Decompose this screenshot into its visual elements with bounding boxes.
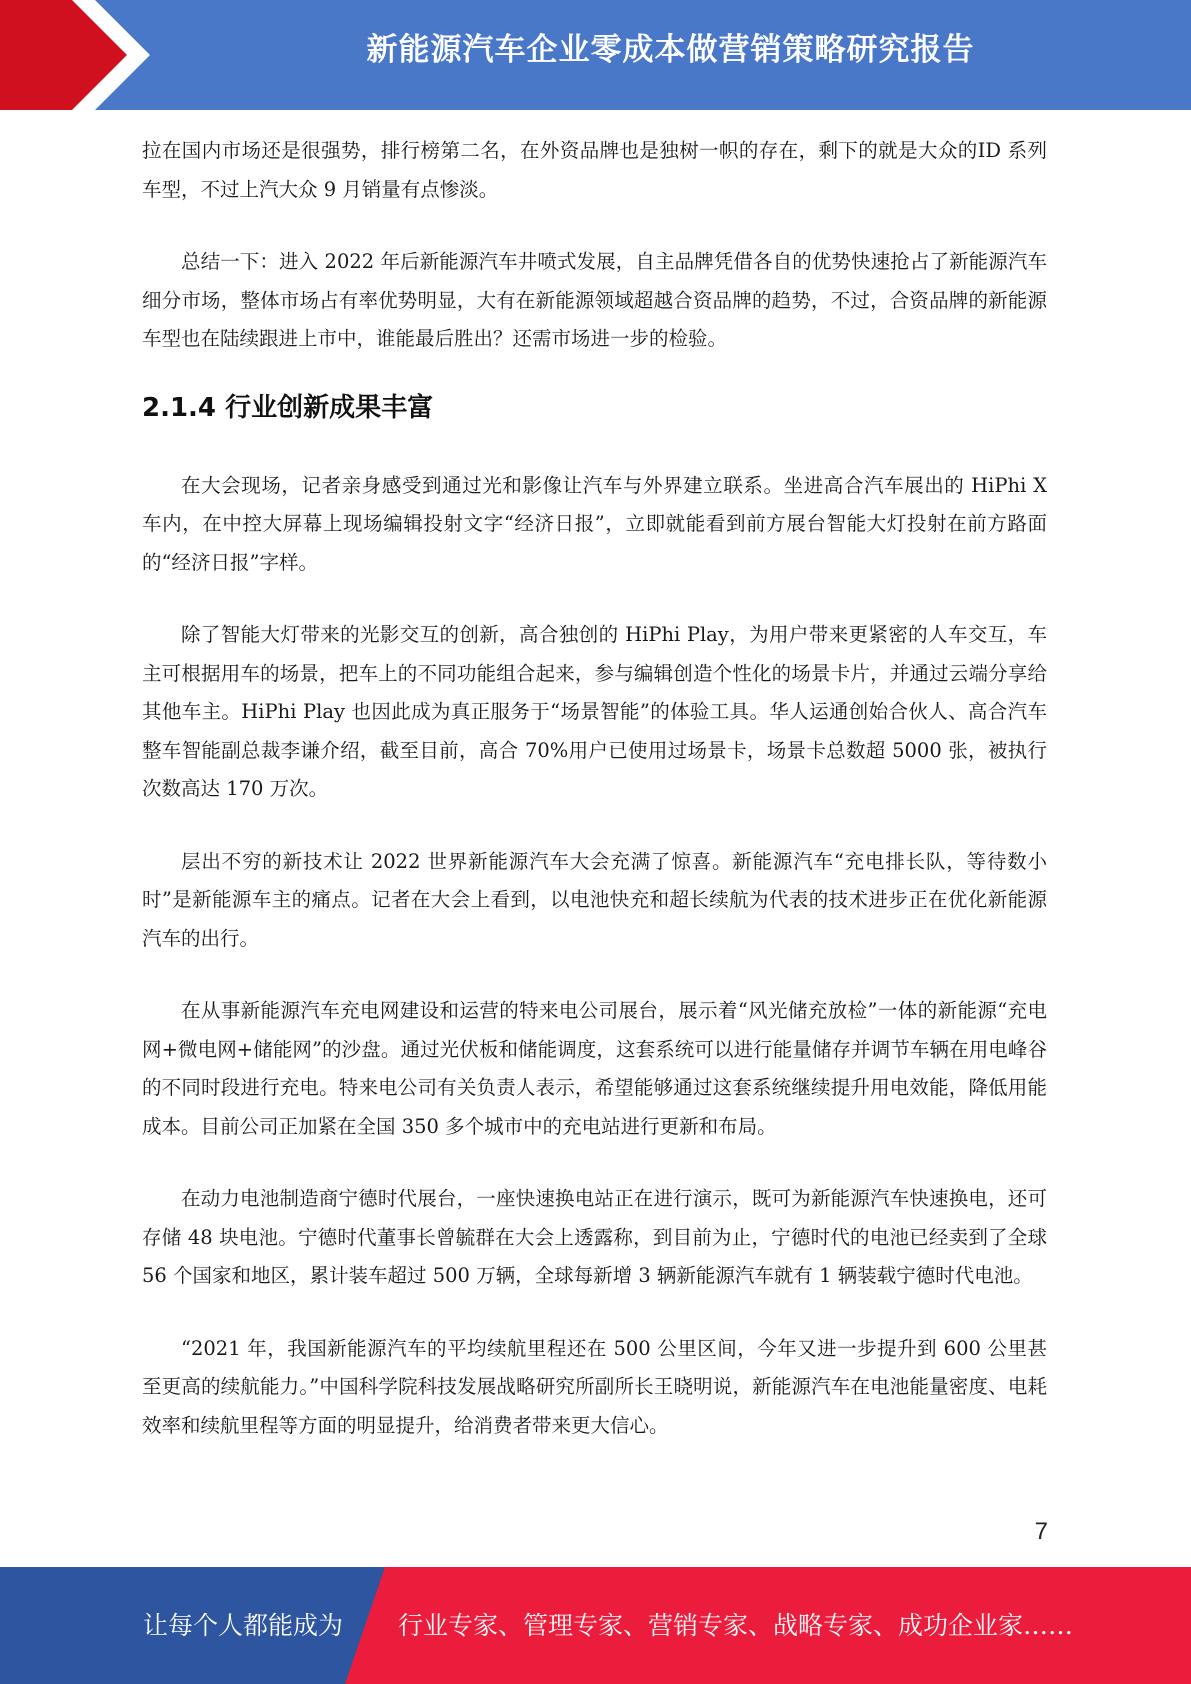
paragraph-spacer <box>142 958 1047 992</box>
document-title: 新能源汽车企业零成本做营销策略研究报告 <box>366 32 975 68</box>
paragraph-spacer <box>142 809 1047 843</box>
page-header <box>0 0 1191 110</box>
footer-slogan-right: 行业专家、管理专家、营销专家、战略专家、成功企业家…… <box>398 1611 1074 1640</box>
paragraph-catl: 在动力电池制造商宁德时代展台，一座快速换电站正在进行演示，既可为新能源汽车快速换电，还可存储 48 块电池。宁德时代董事长曾毓群在大会上透露称，到目前为止，宁德时代的电池已经卖到了全球 56 个国家和地区，累计装车超过 500 万辆，全球每新增 3 辆新能源汽车就有 1 辆装载宁德时代电池。 <box>142 1187 1047 1287</box>
page-footer <box>0 1567 1191 1684</box>
section-heading: 2.1.4 行业创新成果丰富 <box>142 392 434 423</box>
paragraph-range-quote: “2021 年，我国新能源汽车的平均续航里程还在 500 公里区间，今年又进一步提升到 600 公里甚至更高的续航能力。”中国科学院科技发展战略研究所副所长王晓明说，新能源汽车在电池能量密度、电耗效率和续航里程等方面的明显提升，给消费者带来更大信心。 <box>142 1336 1047 1437</box>
paragraph-spacer <box>142 1296 1047 1330</box>
paragraph-intro: 拉在国内市场还是很强势，排行榜第二名，在外资品牌也是独树一帜的存在，剩下的就是大众的ID 系列车型，不过上汽大众 9 月销量有点惨淡。 <box>142 139 1047 201</box>
paragraph-teld: 在从事新能源汽车充电网建设和运营的特来电公司展台，展示着“风光储充放检”一体的新能源“充电网+微电网+储能网”的沙盘。通过光伏板和储能调度，这套系统可以进行能量储存并调节车辆在用电峰谷的不同时段进行充电。特来电公司有关负责人表示，希望能够通过这套系统继续提升用电效能，降低用能成本。目前公司正加紧在全国 350 多个城市中的充电站进行更新和布局。 <box>142 999 1047 1138</box>
paragraph-summary: 总结一下：进入 2022 年后新能源汽车井喷式发展，自主品牌凭借各自的优势快速抢占了新能源汽车细分市场，整体市场占有率优势明显，大有在新能源领域超越合资品牌的趋势，不过，合资品牌的新能源车型也在陆续跟进上市中，谁能最后胜出？还需市场进一步的检验。 <box>142 250 1047 350</box>
paragraph-hiphi-play: 除了智能大灯带来的光影交互的创新，高合独创的 HiPhi Play，为用户带来更紧密的人车交互，车主可根据用车的场景，把车上的不同功能组合起来，参与编辑创造个性化的场景卡片，并通过云端分享给其他车主。HiPhi Play 也因此成为真正服务于“场景智能”的体验工具。华人运通创始合伙人、高合汽车整车智能副总裁李谦介绍，截至目前，高合 70%用户已使用过场景卡，场景卡总数超 5000 张，被执行次数高达 170 万次。 <box>142 623 1047 800</box>
paragraph-spacer <box>142 582 1047 616</box>
page-number: 7 <box>1034 1518 1048 1545</box>
page-content <box>142 132 1047 1445</box>
paragraph-spacer <box>142 209 1047 243</box>
paragraph-spacer <box>142 359 1047 389</box>
header-arrow-decoration <box>0 0 160 110</box>
paragraph-spacer <box>142 427 1047 467</box>
paragraph-new-tech: 层出不穷的新技术让 2022 世界新能源汽车大会充满了惊喜。新能源汽车“充电排长队，等待数小时”是新能源车主的痛点。记者在大会上看到，以电池快充和超长续航为代表的技术进步正在优化新能源汽车的出行。 <box>142 849 1047 950</box>
paragraph-spacer <box>142 1146 1047 1180</box>
footer-slogan-left: 让每个人都能成为 <box>143 1611 344 1640</box>
paragraph-hiphi-x: 在大会现场，记者亲身感受到通过光和影像让汽车与外界建立联系。坐进高合汽车展出的 HiPhi X 车内，在中控大屏幕上现场编辑投射文字“经济日报”，立即就能看到前方展台智能大灯投射在前方路面的“经济日报”字样。 <box>142 473 1047 574</box>
